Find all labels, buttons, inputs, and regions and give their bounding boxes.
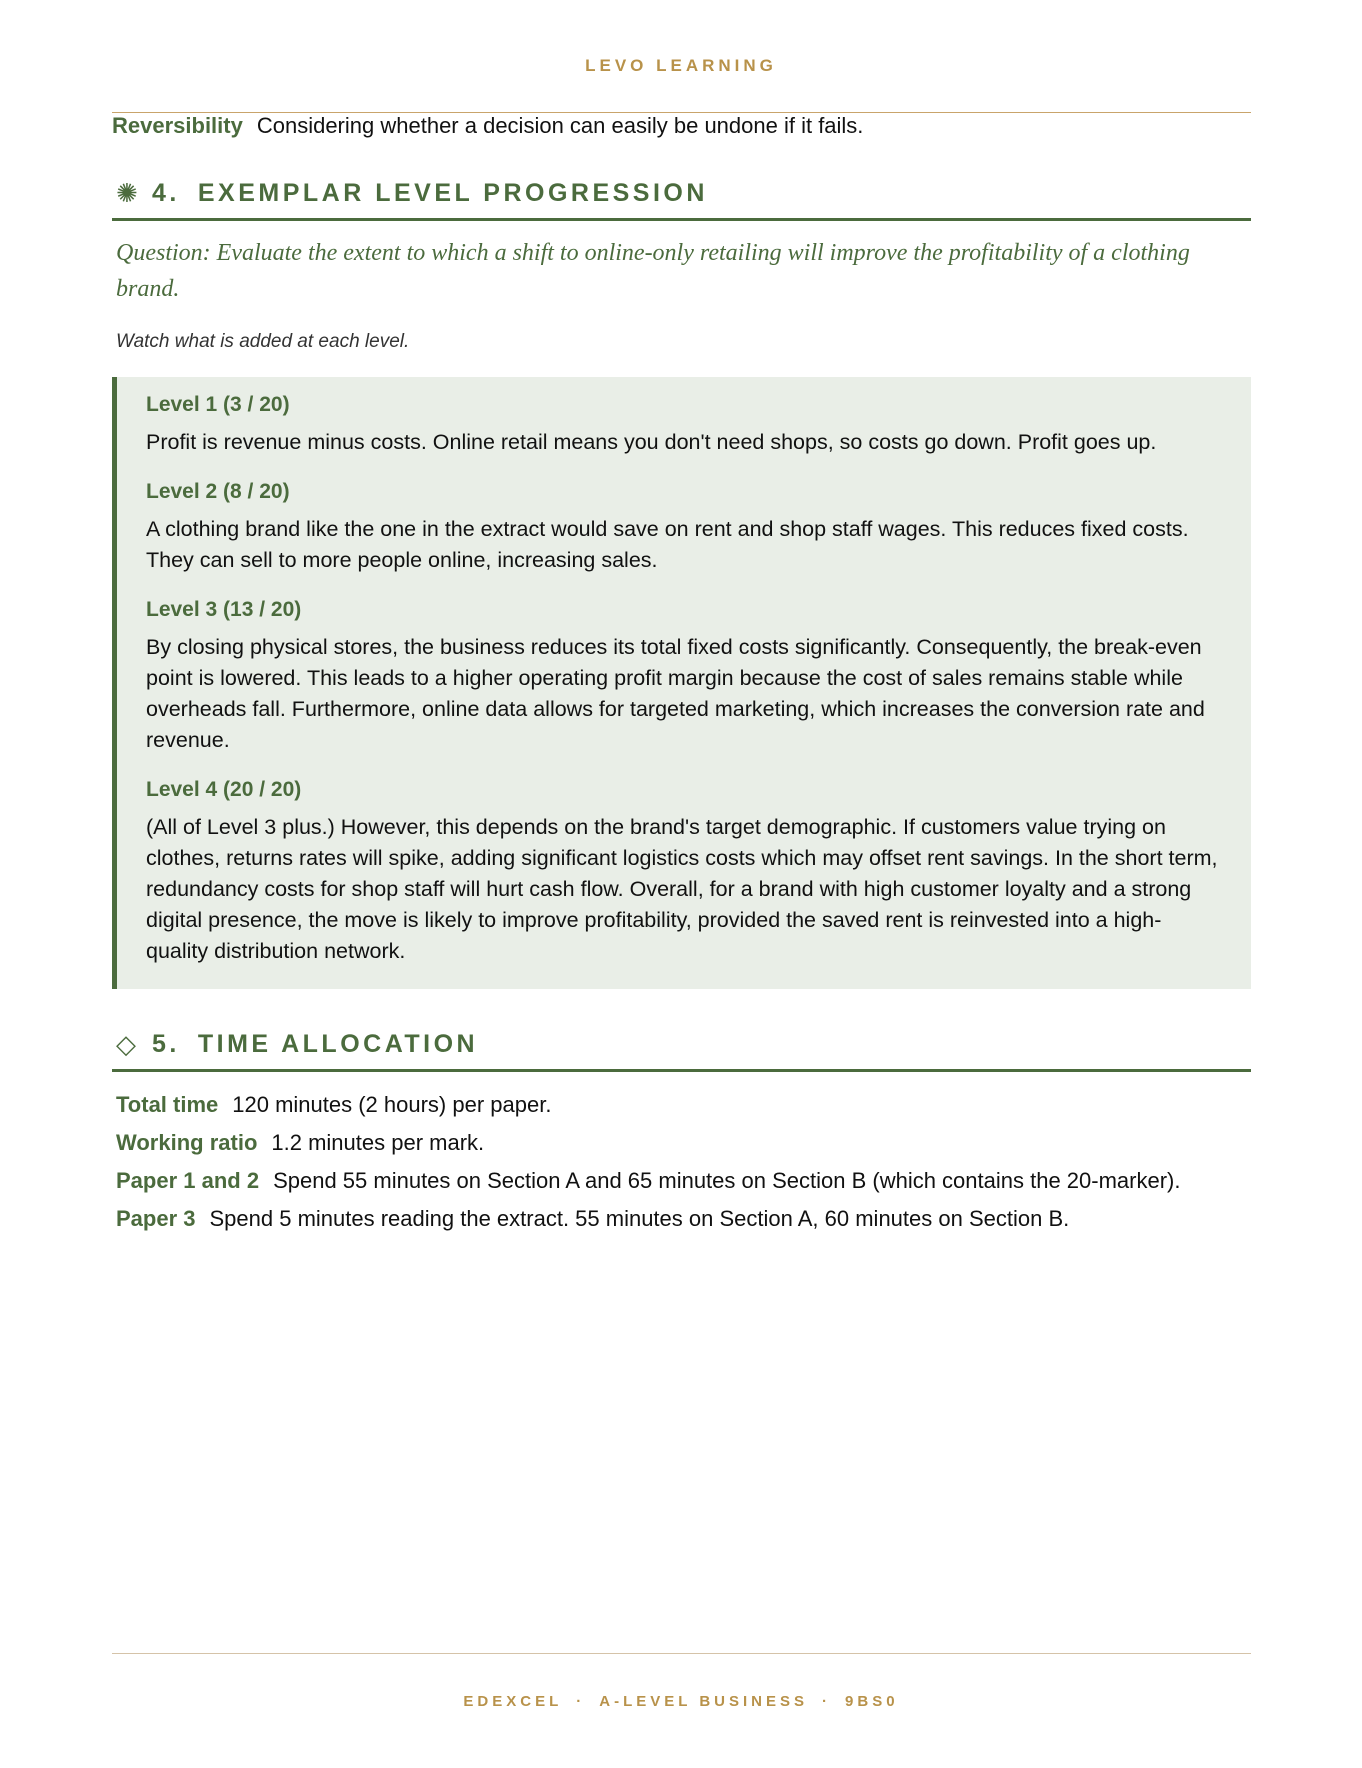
section-4-heading: [112, 178, 1251, 221]
level-block: [146, 598, 1221, 756]
time-row: [116, 1200, 1251, 1238]
footer-spec-code: 9BS0: [845, 1693, 899, 1710]
footer-separator: ·: [576, 1693, 586, 1710]
section-number: 4.: [152, 178, 180, 207]
level-answer: Profit is revenue minus costs. Online retail means you don't need shops, so costs go down. Profit goes up.: [146, 430, 1157, 454]
diamond-outline-icon: ◇: [116, 1029, 136, 1059]
level-answer: By closing physical stores, the business reduces its total fixed costs significantly. Consequently, the break-even point is lowered. This leads to a higher operating profit margin because the cost of sales remains stable while overheads fall. Furthermore, online data allows for targeted marketing, which increases the conversion rate and revenue.: [146, 635, 1205, 752]
sunburst-icon: ✺: [116, 178, 138, 208]
footer-separator: ·: [822, 1693, 832, 1710]
time-row: [116, 1086, 1251, 1124]
level-heading: Level 4 (20 / 20): [146, 778, 302, 801]
level-answer: (All of Level 3 plus.) However, this depends on the brand's target demographic. If customers value trying on clothes, returns rates will spike, adding significant logistics costs which may offset rent savings. In the short term, redundancy costs for shop staff will hurt cash flow. Overall, for a brand with high customer loyalty and a strong digital presence, the move is likely to improve profitability, provided the saved rent is reinvested into a high-quality distribution network.: [146, 815, 1218, 963]
time-term: Paper 1 and 2: [116, 1168, 260, 1193]
level-block: [146, 393, 1221, 458]
section-number: 5.: [152, 1029, 180, 1058]
section-title: EXEMPLAR LEVEL PROGRESSION: [197, 178, 708, 207]
page-footer: [0, 1693, 1362, 1710]
level-heading: Level 1 (3 / 20): [146, 393, 290, 416]
time-term: Paper 3: [116, 1206, 196, 1231]
time-allocation-list: [112, 1086, 1251, 1238]
level-progression-panel: [112, 377, 1251, 989]
section-title: TIME ALLOCATION: [197, 1029, 479, 1058]
level-heading: Level 2 (8 / 20): [146, 480, 290, 503]
time-term: Total time: [116, 1092, 219, 1117]
level-block: [146, 480, 1221, 576]
level-answer: A clothing brand like the one in the extract would save on rent and shop staff wages. This reduces fixed costs. They can sell to more people online, increasing sales.: [146, 517, 1189, 572]
footer-exam-board: EDEXCEL: [463, 1693, 563, 1710]
level-heading: Level 3 (13 / 20): [146, 598, 302, 621]
page-content: [112, 112, 1251, 1238]
time-term: Working ratio: [116, 1130, 258, 1155]
time-row: [116, 1162, 1251, 1200]
time-text: Spend 55 minutes on Section A and 65 minutes on Section B (which contains the 20-marker).: [273, 1168, 1181, 1193]
time-row: [116, 1124, 1251, 1162]
section-5-heading: [112, 1029, 1251, 1072]
exam-question: Question: Evaluate the extent to which a shift to online-only retailing will improve the profitability of a clothing brand.: [116, 240, 1190, 302]
time-text: 1.2 minutes per mark.: [271, 1130, 485, 1155]
footer-divider: [112, 1653, 1251, 1654]
time-text: Spend 5 minutes reading the extract. 55 minutes on Section A, 60 minutes on Section B.: [209, 1206, 1070, 1231]
time-text: 120 minutes (2 hours) per paper.: [232, 1092, 552, 1117]
definition-term: Reversibility: [112, 113, 243, 138]
level-block: [146, 778, 1221, 967]
definition-text: Considering whether a decision can easily be undone if it fails.: [256, 113, 864, 138]
reversibility-definition: [112, 112, 1251, 140]
instruction-note: Watch what is added at each level.: [116, 331, 410, 352]
footer-course: A-LEVEL BUSINESS: [599, 1693, 809, 1710]
page-header: LEVO LEARNING: [585, 56, 777, 75]
